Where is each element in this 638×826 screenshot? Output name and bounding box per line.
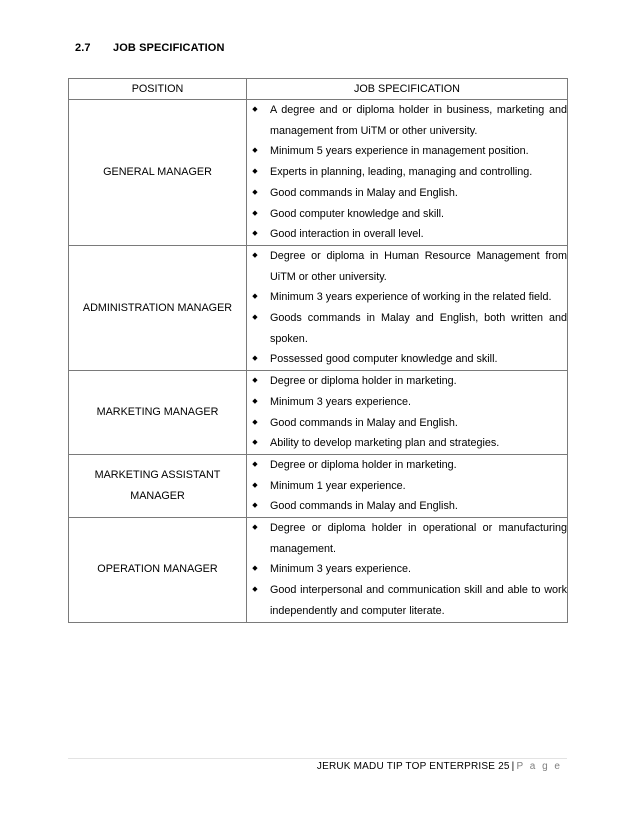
- column-header-position: POSITION: [69, 79, 247, 100]
- requirement-item: [247, 496, 567, 517]
- bullet-diamond-icon: ◆: [252, 106, 258, 113]
- position-title-line: OPERATION MANAGER: [97, 563, 218, 576]
- bullet-diamond-icon: ◆: [252, 188, 258, 196]
- table-header-row: [69, 79, 568, 100]
- requirement-text: Minimum 1 year experience.: [270, 479, 406, 492]
- requirement-text: Degree or diploma holder in operational or manufacturing management.: [270, 522, 567, 555]
- requirement-item: [247, 224, 567, 245]
- requirement-item: [247, 183, 567, 204]
- bullet-diamond-icon: ◆: [252, 418, 258, 426]
- position-title-line: MARKETING MANAGER: [96, 406, 219, 419]
- position-cell: [69, 454, 247, 517]
- table-body: [69, 100, 568, 623]
- table-row: [69, 100, 568, 246]
- bullet-diamond-icon: ◆: [252, 397, 258, 405]
- requirement-item: [247, 246, 567, 287]
- bullet-diamond-icon: ◆: [252, 565, 258, 573]
- footer-divider: [68, 758, 567, 759]
- table-row: [69, 371, 568, 455]
- requirement-text: Experts in planning, leading, managing and controlling.: [270, 166, 533, 179]
- section-title: JOB SPECIFICATION: [113, 42, 225, 54]
- position-cell: [69, 100, 247, 246]
- requirement-text: Minimum 5 years experience in management position.: [270, 145, 529, 158]
- bullet-diamond-icon: ◆: [252, 524, 258, 532]
- position-title-line: MANAGER: [130, 490, 185, 502]
- requirement-text: Ability to develop marketing plan and strategies.: [270, 437, 500, 450]
- requirement-item: [247, 308, 567, 349]
- requirement-item: [247, 371, 567, 392]
- requirement-text: A degree and or diploma holder in business, marketing and management from UiTM or other university.: [270, 104, 567, 137]
- position-title-line: MARKETING ASSISTANT: [94, 469, 221, 481]
- requirement-text: Minimum 3 years experience.: [270, 395, 412, 408]
- requirement-item: [247, 392, 567, 413]
- position-cell: [69, 518, 247, 623]
- requirement-item: [247, 433, 567, 454]
- requirement-item: [247, 204, 567, 225]
- bullet-diamond-icon: ◆: [252, 481, 258, 489]
- requirement-item: [247, 476, 567, 497]
- bullet-diamond-icon: ◆: [252, 168, 258, 176]
- bullet-diamond-icon: ◆: [252, 355, 258, 363]
- footer-separator: |: [511, 761, 515, 772]
- requirement-item: [247, 580, 567, 621]
- column-header-specification: JOB SPECIFICATION: [247, 79, 568, 100]
- requirement-item: [247, 349, 567, 370]
- requirement-text: Good commands in Malay and English.: [270, 416, 458, 429]
- requirement-text: Goods commands in Malay and English, both written and spoken.: [270, 312, 567, 345]
- requirement-list: [247, 455, 567, 517]
- specification-cell: [247, 518, 568, 623]
- section-number: 2.7: [75, 42, 91, 54]
- requirement-item: [247, 287, 567, 308]
- position-title-line: GENERAL MANAGER: [103, 165, 212, 178]
- requirement-text: Good computer knowledge and skill.: [270, 207, 445, 220]
- requirement-text: Possessed good computer knowledge and skill.: [270, 353, 498, 366]
- bullet-diamond-icon: ◆: [252, 230, 258, 238]
- section-heading: [75, 42, 225, 54]
- bullet-diamond-icon: ◆: [252, 147, 258, 155]
- requirement-list: [247, 100, 567, 245]
- specification-cell: [247, 454, 568, 517]
- requirement-text: Good commands in Malay and English.: [270, 500, 458, 513]
- requirement-text: Good interaction in overall level.: [270, 228, 424, 241]
- bullet-diamond-icon: ◆: [252, 586, 258, 594]
- requirement-item: [247, 559, 567, 580]
- bullet-diamond-icon: ◆: [252, 502, 258, 510]
- requirement-text: Degree or diploma holder in marketing.: [270, 375, 457, 388]
- requirement-list: [247, 518, 567, 622]
- requirement-item: [247, 100, 567, 141]
- footer-page-number: 25: [498, 761, 510, 772]
- position-cell: [69, 371, 247, 455]
- position-cell: [69, 245, 247, 370]
- requirement-text: Good interpersonal and communication skill and able to work independently and computer literate.: [270, 584, 567, 617]
- specification-cell: [247, 245, 568, 370]
- requirement-item: [247, 413, 567, 434]
- requirement-item: [247, 141, 567, 162]
- requirement-item: [247, 162, 567, 183]
- footer-company: JERUK MADU TIP TOP ENTERPRISE: [316, 761, 496, 772]
- bullet-diamond-icon: ◆: [252, 460, 258, 468]
- position-title-line: ADMINISTRATION MANAGER: [82, 301, 233, 314]
- bullet-diamond-icon: ◆: [252, 251, 258, 259]
- table-row: [69, 518, 568, 623]
- requirement-text: Degree or diploma in Human Resource Management from UiTM or other university.: [270, 249, 567, 283]
- requirement-list: [247, 246, 567, 370]
- table-row: [69, 245, 568, 370]
- specification-cell: [247, 371, 568, 455]
- requirement-list: [247, 371, 567, 454]
- bullet-diamond-icon: ◆: [252, 377, 258, 385]
- page-footer: [317, 761, 562, 772]
- requirement-text: Minimum 3 years experience of working in the related field.: [270, 291, 552, 304]
- requirement-text: Degree or diploma holder in marketing.: [270, 458, 457, 471]
- job-specification-table: [68, 78, 568, 623]
- requirement-item: [247, 518, 567, 559]
- footer-page-label: P a g e: [516, 761, 562, 772]
- requirement-text: Minimum 3 years experience.: [270, 563, 412, 576]
- bullet-diamond-icon: ◆: [252, 209, 258, 217]
- bullet-diamond-icon: ◆: [252, 314, 258, 322]
- requirement-item: [247, 455, 567, 476]
- specification-cell: [247, 100, 568, 246]
- bullet-diamond-icon: ◆: [252, 293, 258, 301]
- bullet-diamond-icon: ◆: [252, 439, 258, 447]
- table-row: [69, 454, 568, 517]
- requirement-text: Good commands in Malay and English.: [270, 186, 458, 199]
